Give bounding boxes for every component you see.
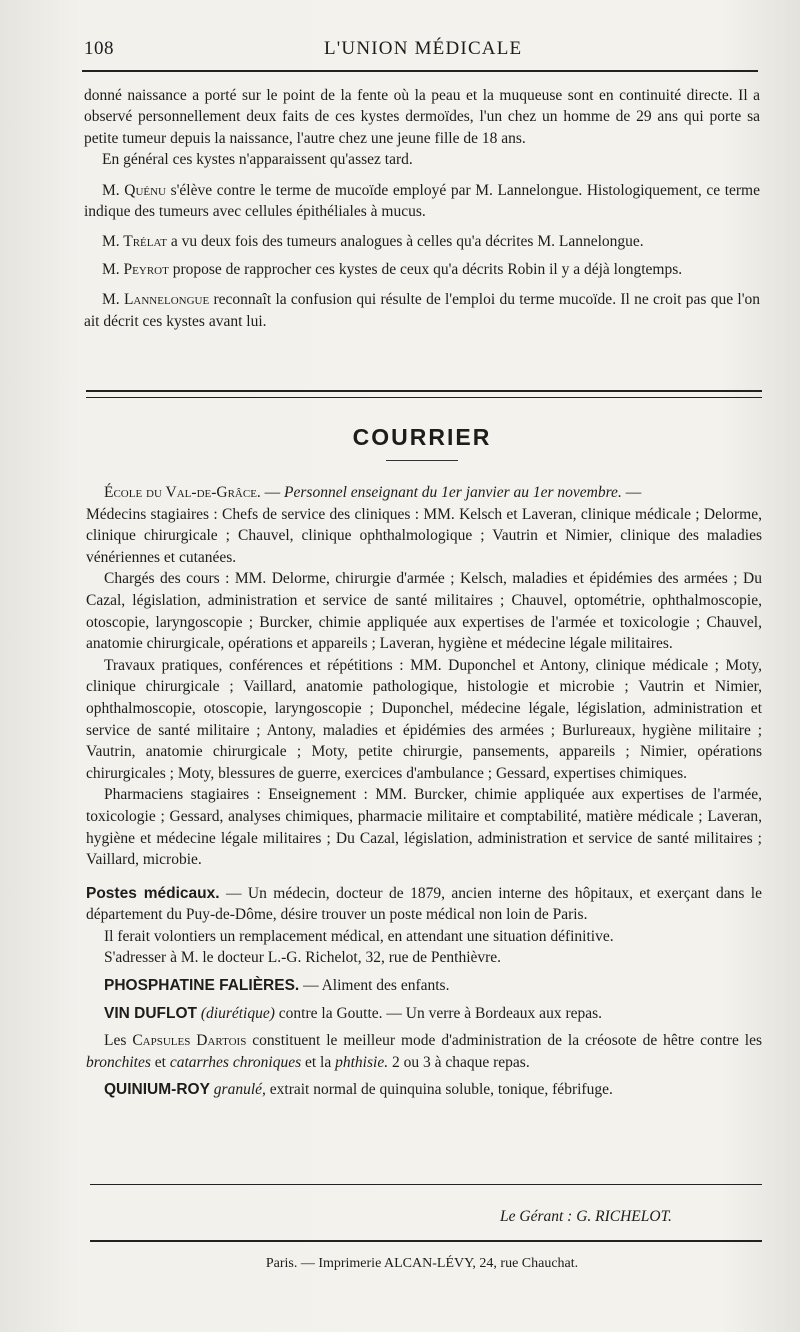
capsules-catarrhes: catarrhes chroniques (169, 1053, 302, 1071)
journal-title: L'UNION MÉDICALE (324, 38, 523, 59)
footer-rule (90, 1184, 762, 1185)
paragraph-travaux: Travaux pratiques, conférences et répétitions : MM. Duponchel et Antony, clinique médicale ; Moty, clinique chirurgicale ; Vaillard, anatomie pathologique, histologie et microbie ; Vautrin et Nimier, ophthalmoscopie, otoscopie, laryngoscopie ; Duponchel, médecine légale, législation, administration et service de santé militaire ; Antony, maladies et épidémies des armées ; Burlureaux, hygiène militaire ; Vautrin, anatomie chirurgicale ; Moty, petite chirurgie, pansements, appareils ; Nimier, opérations chirurgicales ; Moty, blessures de guerre, exercices d'ambulance ; Gessard, expertises chimiques. (86, 656, 762, 782)
phosphatine-text: — Aliment des enfants. (299, 977, 450, 995)
page-number: 108 (84, 38, 114, 59)
capsules-and-la: et la (301, 1053, 336, 1071)
duflot-text: contre la Goutte. — Un verre à Bordeaux aux repas. (274, 1004, 603, 1022)
heading-underline (386, 460, 458, 461)
quinium-granule: granulé, (209, 1081, 266, 1099)
speaker-trelat: M. Trélat (102, 233, 167, 251)
postes-text: — Un médecin, docteur de 1879, ancien interne des hôpitaux, et exerçant dans le département du Puy-de-Dôme, désire trouver un poste médical non loin de Paris. (86, 884, 762, 924)
paragraph-peyrot (84, 259, 760, 280)
section-divider (86, 390, 762, 398)
ad-vin-duflot (86, 1003, 762, 1025)
ecole-separator: — (260, 484, 285, 501)
text-peyrot: propose de rapprocher ces kystes de ceux qu'a décrits Robin il y a déjà longtemps. (168, 260, 683, 278)
header-rule (82, 70, 758, 72)
paragraph-cours: Chargés des cours : MM. Delorme, chirurgie d'armée ; Kelsch, maladies et épidémies des armées ; Du Cazal, législation, administration et service de santé militaires ; Chauvel, optométrie, ophthalmoscopie, otoscopie, laryngoscopie ; Burcker, chimie appliquée aux expertises de l'armée et toxicologie ; Chauvel, anatomie chirurgicale, opérations et appareils ; Laveran, hygiène et médecine légale militaires. (86, 570, 762, 653)
capsules-text: constituent le meilleur mode d'administration de la créosote de hêtre contre les (246, 1032, 762, 1050)
ecole-dash: — (621, 484, 642, 501)
text-quenu: s'élève contre le terme de mucoïde employé par M. Lannelongue. Histologiquement, ce terme indique des tumeurs avec cellules épithéliales à mucus. (84, 181, 760, 221)
text-lannelongue: reconnaît la confusion qui résulte de l'emploi du terme mucoïde. Il ne croit pas que l'on ait décrit ces kystes avant lui. (84, 291, 760, 330)
paragraph-remplacement: Il ferait volontiers un remplacement médical, en attendant une situation définitive. (104, 927, 614, 945)
speaker-lannelongue: M. Lannelongue (102, 291, 210, 309)
society-discussion (84, 85, 760, 332)
phosphatine-name: PHOSPHATINE FALIÈRES. (104, 977, 300, 995)
paragraph-quenu (84, 180, 760, 223)
imprint-rule (90, 1240, 762, 1242)
ad-phosphatine (86, 975, 762, 997)
duflot-diuretique: (diurétique) (197, 1004, 275, 1022)
ecole-subtitle: Personnel enseignant du 1er janvier au 1er novembre. (284, 484, 622, 501)
postes-title: Postes médicaux. (86, 884, 220, 902)
paragraph-lannelongue (84, 289, 760, 332)
paragraph-postes (86, 883, 762, 926)
imprint-line: Paris. — Imprimerie ALCAN-LÉVY, 24, rue Chauchat. (265, 1256, 579, 1271)
gerant-text: Le Gérant : G. RICHELOT. (500, 1208, 672, 1225)
capsules-prefix: Les (104, 1032, 133, 1050)
speaker-peyrot: M. Peyrot (102, 260, 169, 278)
running-header (84, 34, 760, 62)
ecole-name: École du Val-de-Grâce. (104, 484, 261, 501)
ecole-title-line (86, 482, 762, 504)
ad-capsules-dartois (86, 1030, 762, 1073)
paragraph-trelat (84, 231, 760, 252)
paragraph-stagiaires: Médecins stagiaires : Chefs de service des cliniques : MM. Kelsch et Laveran, clinique médicale ; Delorme, clinique chirurgicale ; Chauvel, clinique ophthalmologique ; Vautrin et Nimier, clinique des maladies vénériennes et cutanées. (86, 505, 762, 566)
paragraph-adresse: S'adresser à M. le docteur L.-G. Richelot, 32, rue de Penthièvre. (104, 949, 502, 967)
courrier-section (86, 482, 762, 1101)
paragraph-kystes: donné naissance a porté sur le point de la fente où la peau et la muqueuse sont en continuité directe. Il a observé personnellement deux faits de ces kystes dermoïdes, l'un chez un homme de 29 ans qui porte sa petite tumeur depuis la naissance, l'autre chez une jeune fille de 18 ans. (84, 87, 760, 147)
capsules-phthisie: phthisie. (335, 1053, 389, 1071)
quinium-name: QUINIUM-ROY (104, 1081, 210, 1099)
courrier-heading: COURRIER (352, 424, 492, 450)
duflot-name: VIN DUFLOT (104, 1004, 197, 1022)
capsules-and: et (150, 1053, 170, 1071)
ad-quinium-roy (86, 1079, 762, 1101)
paragraph-pharmaciens: Pharmaciens stagiaires : Enseignement : MM. Burcker, chimie appliquée aux expertises de l'armée, toxicologie ; Gessard, analyses chimiques, pharmacie militaire et comptabilité, matière médicale ; Laveran, hygiène et médecine légale militaires ; Du Cazal, législation, administration et service de santé militaires ; Vaillard, microbie. (86, 786, 762, 869)
speaker-quenu: M. Quénu (102, 181, 166, 199)
capsules-dose: 2 ou 3 à chaque repas. (388, 1053, 530, 1071)
text-trelat: a vu deux fois des tumeurs analogues à celles qu'a décrites M. Lannelongue. (166, 233, 644, 251)
paragraph-tard: En général ces kystes n'apparaissent qu'assez tard. (102, 151, 413, 169)
quinium-text: extrait normal de quinquina soluble, tonique, fébrifuge. (265, 1081, 613, 1099)
gerant-signature (500, 1208, 672, 1226)
capsules-name: Capsules Dartois (132, 1032, 247, 1050)
capsules-bronchites: bronchites (86, 1053, 151, 1071)
